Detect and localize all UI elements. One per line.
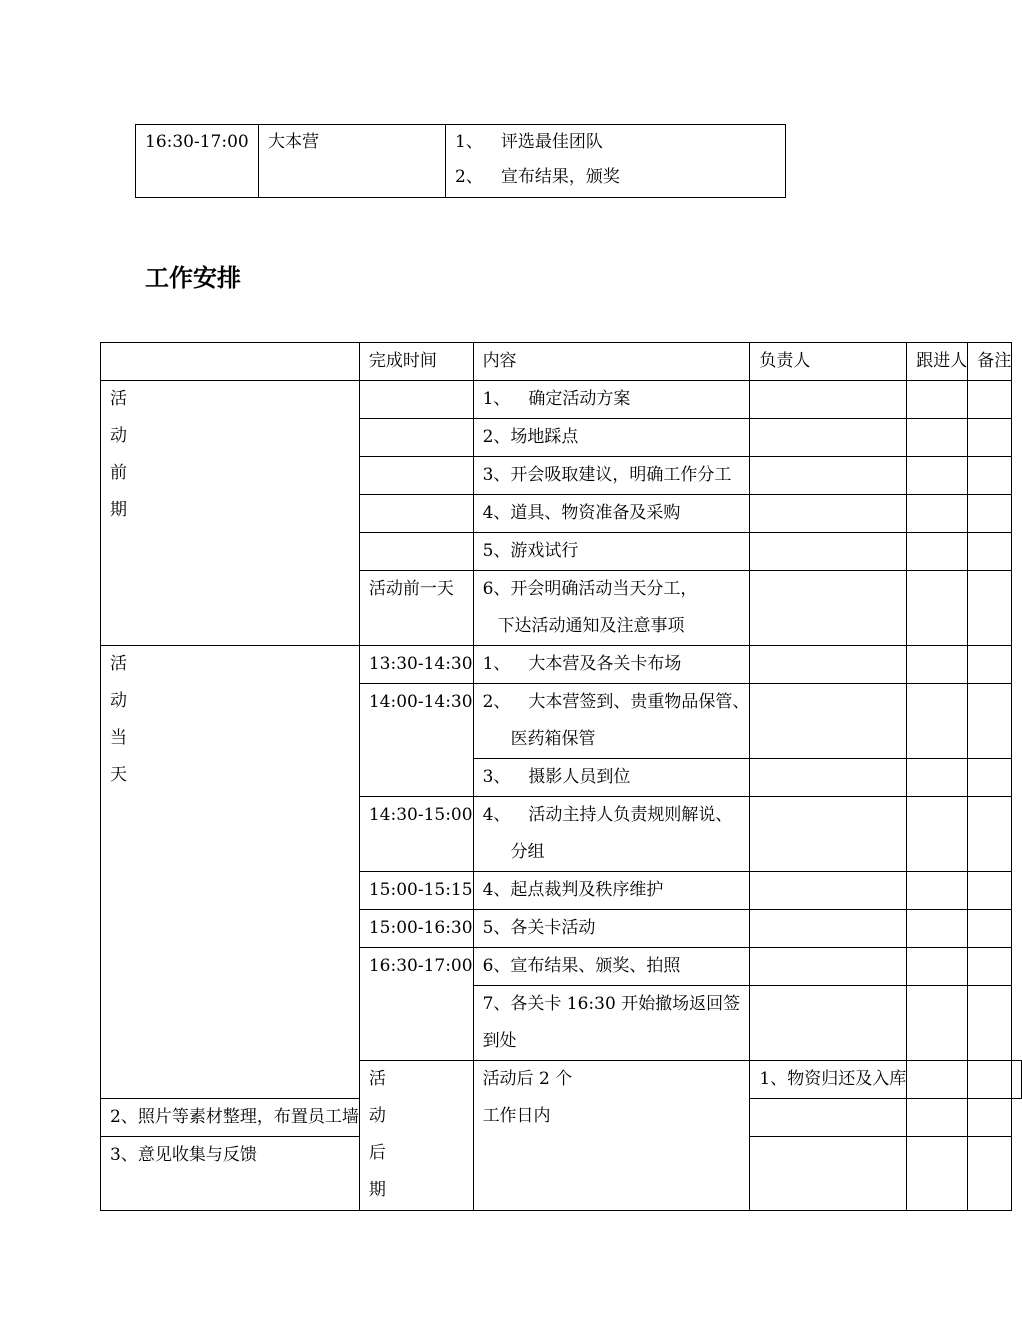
owner-cell — [750, 986, 907, 1061]
content-cell: 7、各关卡 16:30 开始撤场返回签 到处 — [473, 986, 750, 1061]
follower-cell — [907, 381, 968, 419]
follower-cell — [907, 1099, 968, 1137]
section-title: 工作安排 — [145, 264, 241, 292]
time-cell: 16:30-17:00 — [136, 125, 259, 198]
note-cell — [968, 495, 1012, 533]
note-cell — [968, 457, 1012, 495]
owner-cell — [750, 684, 907, 759]
header-cell: 完成时间 — [359, 343, 473, 381]
table-row — [136, 125, 786, 198]
content-cell: 2、照片等素材整理，布置员工墙 — [101, 1099, 360, 1137]
note-cell — [968, 419, 1012, 457]
follower-cell — [907, 986, 968, 1061]
phase-cell-day: 活 动 当 天 — [101, 646, 360, 1099]
note-cell — [968, 381, 1012, 419]
content-cell: 1、 确定活动方案 — [473, 381, 750, 419]
follower-cell — [907, 797, 968, 872]
items-cell — [446, 125, 786, 198]
note-cell — [968, 1099, 1012, 1137]
content-cell: 6、开会明确活动当天分工， 下达活动通知及注意事项 — [473, 571, 750, 646]
header-row — [101, 343, 1022, 381]
table-row — [101, 646, 1022, 684]
note-cell — [968, 759, 1012, 797]
phase-cell-before: 活 动 前 期 — [101, 381, 360, 646]
header-cell: 备注 — [968, 343, 1012, 381]
note-cell — [968, 1137, 1012, 1211]
note-cell — [968, 948, 1012, 986]
owner-cell — [750, 1099, 907, 1137]
owner-cell — [907, 1061, 968, 1099]
note-cell — [968, 533, 1012, 571]
note-cell — [968, 646, 1012, 684]
content-cell: 4、道具、物资准备及采购 — [473, 495, 750, 533]
note-cell — [968, 684, 1012, 759]
follower-cell — [907, 646, 968, 684]
time-cell — [359, 533, 473, 571]
header-cell — [101, 343, 360, 381]
owner-cell — [750, 646, 907, 684]
time-cell: 活动前一天 — [359, 571, 473, 646]
content-cell: 3、意见收集与反馈 — [101, 1137, 360, 1211]
content-cell: 6、宣布结果、颁奖、拍照 — [473, 948, 750, 986]
time-cell: 16:30-17:00 — [359, 948, 473, 1061]
follower-cell — [907, 872, 968, 910]
location-cell: 大本营 — [259, 125, 446, 198]
header-cell: 跟进人 — [907, 343, 968, 381]
follower-cell — [907, 533, 968, 571]
note-cell — [968, 986, 1012, 1061]
content-cell: 3、 摄影人员到位 — [473, 759, 750, 797]
owner-cell — [750, 759, 907, 797]
content-cell: 3、开会吸取建议，明确工作分工 — [473, 457, 750, 495]
follower-cell — [907, 419, 968, 457]
follower-cell — [907, 948, 968, 986]
follower-cell — [907, 1137, 968, 1211]
time-cell: 14:00-14:30 — [359, 684, 473, 797]
content-cell: 2、场地踩点 — [473, 419, 750, 457]
owner-cell — [750, 533, 907, 571]
list-item: 1、 评选最佳团队 — [455, 132, 603, 152]
list-item: 2、 宣布结果，颁奖 — [455, 167, 620, 187]
owner-cell — [750, 457, 907, 495]
note-cell — [968, 571, 1012, 646]
follower-cell — [968, 1061, 1012, 1099]
owner-cell — [750, 495, 907, 533]
time-cell: 15:00-15:15 — [359, 872, 473, 910]
content-cell: 4、 活动主持人负责规则解说、 分组 — [473, 797, 750, 872]
content-cell: 1、 大本营及各关卡布场 — [473, 646, 750, 684]
owner-cell — [750, 381, 907, 419]
owner-cell — [750, 948, 907, 986]
owner-cell — [750, 419, 907, 457]
note-cell — [968, 910, 1012, 948]
content-cell: 4、起点裁判及秩序维护 — [473, 872, 750, 910]
header-cell: 负责人 — [750, 343, 907, 381]
note-cell — [1012, 1061, 1022, 1099]
content-cell: 5、游戏试行 — [473, 533, 750, 571]
note-cell — [968, 797, 1012, 872]
content-cell: 1、物资归还及入库 — [750, 1061, 907, 1099]
time-cell — [359, 495, 473, 533]
time-cell — [359, 419, 473, 457]
time-cell: 14:30-15:00 — [359, 797, 473, 872]
owner-cell — [750, 1137, 907, 1211]
time-cell: 13:30-14:30 — [359, 646, 473, 684]
owner-cell — [750, 571, 907, 646]
follower-cell — [907, 495, 968, 533]
content-cell: 2、 大本营签到、贵重物品保管、 医药箱保管 — [473, 684, 750, 759]
note-cell — [968, 872, 1012, 910]
owner-cell — [750, 872, 907, 910]
work-arrangement-table — [100, 342, 1022, 1211]
time-cell: 活动后 2 个 工作日内 — [473, 1061, 750, 1211]
time-cell — [359, 381, 473, 419]
follower-cell — [907, 684, 968, 759]
top-schedule-table — [135, 124, 786, 198]
follower-cell — [907, 571, 968, 646]
phase-cell-after: 活 动 后 期 — [359, 1061, 473, 1211]
table-row — [101, 381, 1022, 419]
owner-cell — [750, 910, 907, 948]
follower-cell — [907, 759, 968, 797]
owner-cell — [750, 797, 907, 872]
follower-cell — [907, 457, 968, 495]
follower-cell — [907, 910, 968, 948]
time-cell — [359, 457, 473, 495]
header-cell: 内容 — [473, 343, 750, 381]
time-cell: 15:00-16:30 — [359, 910, 473, 948]
content-cell: 5、各关卡活动 — [473, 910, 750, 948]
